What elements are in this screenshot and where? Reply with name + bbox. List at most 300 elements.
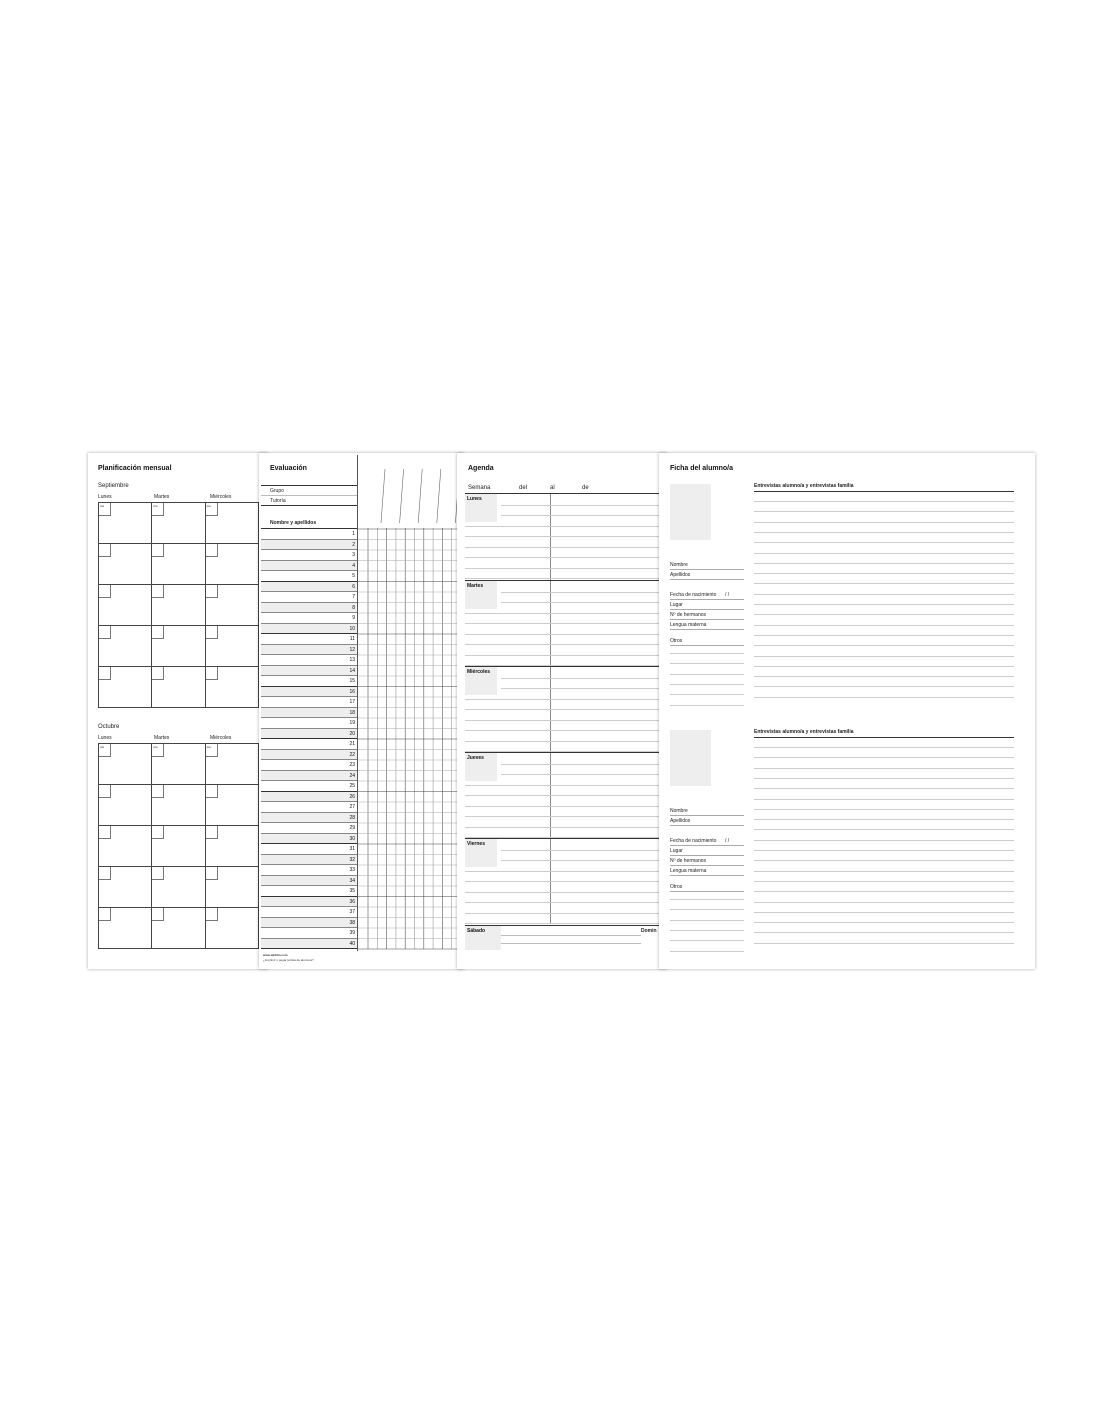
field-line [670,825,744,826]
field-line [670,629,744,630]
calendar-day-cell [152,826,205,867]
apellidos-label: Apellidos [670,572,691,578]
day-number-box [206,826,218,839]
day-number-box [99,667,111,680]
student-row [261,645,357,656]
day-number-box [152,826,164,839]
student-row [261,771,357,782]
agenda-title: Agenda [468,465,494,472]
writing-line [501,850,660,851]
writing-line [465,699,660,700]
calendar-day-cell [152,744,205,785]
writing-line [670,705,744,706]
calendar-day-cell [206,667,259,708]
footer-url: www.additio.com [263,953,288,957]
writing-line [754,625,1014,626]
day-box-label: día [100,745,105,749]
field-line [670,619,744,620]
row-number: 8 [352,604,355,611]
writing-line [754,532,1014,533]
writing-line [465,547,660,548]
student-row [261,886,357,897]
student-row [261,718,357,729]
diagonal-header-line [437,469,441,523]
day-number-box [206,744,218,757]
writing-line [465,709,660,710]
day-box-label: día [206,745,211,749]
day-number-box [206,908,218,921]
divider [754,491,1014,492]
writing-line [670,920,744,921]
sheet-agenda [457,453,667,969]
calendar-grid [98,743,259,949]
writing-line [754,697,1014,698]
calendar-day-cell [152,867,205,908]
day-number-box [99,626,111,639]
row-number: 17 [349,699,355,705]
agenda-day-block [465,494,660,580]
agenda-day-block [465,580,660,667]
row-number: 20 [349,730,355,737]
writing-line [670,930,744,931]
field-line [670,891,744,892]
hermanos-label: Nº de hermanos [670,612,707,618]
row-number: 31 [349,846,355,852]
writing-line [465,816,660,817]
row-number: 37 [349,909,355,915]
writing-line [465,557,660,558]
day-number-box [99,826,111,839]
writing-line [754,573,1014,574]
student-row [261,592,357,603]
calendar-day-cell [99,744,152,785]
writing-line [754,511,1014,512]
sabado-label: Sábado [465,926,501,950]
row-number: 39 [349,930,355,936]
writing-line [670,674,744,675]
planificacion-title: Planificación mensual [98,465,172,472]
row-number: 21 [349,741,355,747]
lengua-label: Lengua materna [670,622,707,628]
calendar-day-cell [152,667,205,708]
day-number-box [206,785,218,798]
day-number-box [152,503,164,516]
row-number: 9 [352,615,355,621]
writing-line [754,604,1014,605]
student-row [261,750,357,761]
student-row [261,561,357,572]
day-number-box [206,626,218,639]
calendar-day-cell [99,585,152,626]
writing-line [754,635,1014,636]
writing-line [501,505,660,506]
calendar-day-cell [206,867,259,908]
student-row [261,540,357,551]
student-photo-box [670,484,711,540]
writing-line [754,676,1014,677]
writing-line [670,663,744,664]
row-number: 29 [349,825,355,831]
writing-line [465,568,660,569]
line [501,935,641,936]
nombre-label: Nombre [670,562,688,568]
writing-line [754,666,1014,667]
month-name: Octubre [98,724,120,730]
line [501,943,641,944]
agenda-day-label: Martes [465,581,497,609]
student-row [261,844,357,855]
writing-line [754,553,1014,554]
writing-line [465,720,660,721]
evaluation-grid [358,453,464,953]
calendar-day-cell [99,908,152,949]
row-number: 15 [349,678,355,684]
writing-line [501,764,660,765]
writing-line [670,684,744,685]
ficha-title: Ficha del alumno/a [670,465,734,472]
calendar-day-cell [206,585,259,626]
writing-line [501,860,660,861]
row-number: 2 [352,541,355,548]
writing-line [465,526,660,527]
day-number-box [206,867,218,880]
day-number-box [206,544,218,557]
student-row [261,781,357,792]
writing-line [754,799,1014,800]
field-line [670,815,744,816]
student-row [261,792,357,803]
writing-line [465,913,660,914]
writing-line [754,768,1014,769]
student-row [261,550,357,561]
writing-line [501,774,660,775]
student-row [261,697,357,708]
student-row [261,529,357,540]
divider [261,485,357,486]
writing-line [465,613,660,614]
writing-line [754,902,1014,903]
row-number: 18 [349,709,355,716]
diagonal-header-line [418,469,422,523]
day-number-box [99,867,111,880]
footer-note: ¿Imprimir y pegar la lista de alumnos? [263,958,314,962]
writing-line [501,515,660,516]
student-row [261,603,357,614]
writing-line [465,881,660,882]
de-label: de [582,485,589,491]
student-row [261,907,357,918]
writing-line [501,592,660,593]
grupo-label: Grupo [270,488,284,494]
calendar-day-cell [152,626,205,667]
row-number: 4 [352,562,355,569]
row-number: 19 [349,720,355,726]
row-number: 14 [349,667,355,674]
semana-label: Semana [468,485,491,491]
student-row [261,582,357,593]
field-line [670,579,744,580]
writing-line [465,902,660,903]
day-number-box [152,785,164,798]
calendar-grid [98,502,259,708]
writing-line [754,871,1014,872]
row-number: 25 [349,783,355,789]
writing-line [465,634,660,635]
student-row [261,571,357,582]
writing-line [501,678,660,679]
sheet-planificacion [88,453,268,969]
row-number: 35 [349,888,355,894]
day-number-box [152,667,164,680]
del-label: del [519,485,528,491]
student-row [261,939,357,950]
writing-line [754,788,1014,789]
fecha-separator: / / [725,592,730,598]
row-number: 34 [349,877,355,884]
student-row [261,897,357,908]
writing-line [501,688,660,689]
day-number-box [152,585,164,598]
writing-line [465,536,660,537]
divider [754,737,1014,738]
day-header: Martes [154,735,170,741]
diagonal-header-line [381,469,385,523]
field-line [670,569,744,570]
writing-line [754,686,1014,687]
writing-line [670,653,744,654]
calendar-day-cell [99,503,152,544]
writing-line [754,860,1014,861]
row-number: 5 [352,573,355,579]
tutoria-label: Tutoría [270,498,286,504]
calendar-day-cell [99,626,152,667]
agenda-day-label: Miércoles [465,667,497,695]
evaluacion-title: Evaluación [270,465,307,472]
student-row [261,865,357,876]
domingo-label: Domin [641,928,657,934]
writing-line [754,645,1014,646]
writing-line [754,829,1014,830]
agenda-day-block [465,838,660,925]
row-number: 30 [349,835,355,842]
day-box-label: día [153,745,158,749]
field-line [670,609,744,610]
writing-line [754,757,1014,758]
writing-line [465,806,660,807]
row-number: 11 [349,636,355,642]
writing-line [754,809,1014,810]
row-number: 24 [349,772,355,779]
otros-label: Otros [670,884,683,890]
writing-line [754,850,1014,851]
row-number: 38 [349,919,355,926]
writing-line [465,644,660,645]
writing-line [670,909,744,910]
sheet-ficha [659,453,1035,969]
calendar-day-cell [206,503,259,544]
diagonal-header-line [400,469,404,523]
writing-line [754,614,1014,615]
calendar-day-cell [206,626,259,667]
calendar-day-cell [206,744,259,785]
field-line [670,599,744,600]
writing-line [754,583,1014,584]
row-number: 40 [349,940,355,947]
divider [261,495,357,496]
student-row [261,855,357,866]
writing-line [754,840,1014,841]
sheet-evaluacion [259,453,464,969]
al-label: al [550,485,555,491]
lugar-label: Lugar [670,602,683,608]
day-number-box [206,667,218,680]
student-row [261,624,357,635]
row-number: 10 [349,625,355,632]
entrevistas-label: Entrevistas alumno/a y entrevistas familia [754,483,854,489]
day-box-label: día [100,504,105,508]
row-number: 26 [349,793,355,800]
day-number-box [99,503,111,516]
writing-line [754,594,1014,595]
writing-line [754,819,1014,820]
calendar-day-cell [99,826,152,867]
writing-line [754,501,1014,502]
calendar-day-cell [206,826,259,867]
student-row [261,928,357,939]
writing-line [754,522,1014,523]
agenda-day-block [465,752,660,839]
day-number-box [206,585,218,598]
day-box-label: día [153,504,158,508]
day-header: Lunes [98,494,112,500]
writing-line [754,747,1014,748]
writing-line [465,655,660,656]
nombre-label: Nombre [670,808,688,814]
field-line [670,645,744,646]
writing-line [754,912,1014,913]
writing-line [670,940,744,941]
writing-line [501,602,660,603]
field-line [670,875,744,876]
writing-line [754,922,1014,923]
calendar-day-cell [152,544,205,585]
agenda-day-label: Jueves [465,753,497,781]
writing-line [465,923,660,924]
writing-line [670,951,744,952]
writing-line [754,542,1014,543]
student-row [261,813,357,824]
student-row [261,613,357,624]
day-number-box [99,544,111,557]
day-number-box [152,626,164,639]
day-number-box [99,908,111,921]
calendar-day-cell [152,908,205,949]
agenda-day-label: Viernes [465,839,497,867]
student-row [261,802,357,813]
calendar-day-cell [99,785,152,826]
student-row [261,687,357,698]
writing-line [465,892,660,893]
writing-line [754,563,1014,564]
writing-line [465,871,660,872]
student-row [261,676,357,687]
day-number-box [99,785,111,798]
calendar-day-cell [99,544,152,585]
student-row [261,760,357,771]
row-number: 28 [349,814,355,821]
day-header: Miércoles [210,494,232,500]
student-row [261,655,357,666]
student-photo-box [670,730,711,786]
day-number-box [152,908,164,921]
agenda-day-label: Lunes [465,494,497,522]
apellidos-label: Apellidos [670,818,691,824]
field-line [670,855,744,856]
writing-line [670,694,744,695]
student-row [261,666,357,677]
student-row [261,918,357,929]
row-number: 3 [352,552,355,558]
writing-line [465,741,660,742]
writing-line [670,899,744,900]
row-number: 36 [349,898,355,905]
writing-line [754,778,1014,779]
calendar-day-cell [206,785,259,826]
student-row [261,876,357,887]
writing-line [754,881,1014,882]
student-row [261,739,357,750]
agenda-day-block [465,666,660,753]
day-number-box [99,585,111,598]
row-number: 1 [352,531,355,537]
day-header: Lunes [98,735,112,741]
hermanos-label: Nº de hermanos [670,858,707,864]
lugar-label: Lugar [670,848,683,854]
day-number-box [152,544,164,557]
writing-line [465,623,660,624]
writing-line [754,943,1014,944]
student-row [261,708,357,719]
student-row [261,729,357,740]
row-number: 7 [352,594,355,600]
row-number: 23 [349,762,355,768]
row-number: 6 [352,583,355,590]
month-name: Septiembre [98,483,129,489]
calendar-day-cell [99,667,152,708]
day-number-box [152,744,164,757]
day-header: Martes [154,494,170,500]
day-number-box [99,744,111,757]
field-line [670,845,744,846]
writing-line [754,891,1014,892]
row-number: 33 [349,867,355,873]
student-row [261,834,357,845]
fecha-label: Fecha de nacimiento [670,592,717,598]
calendar-day-cell [206,908,259,949]
student-row [261,634,357,645]
otros-label: Otros [670,638,683,644]
student-row [261,823,357,834]
calendar-day-cell [152,503,205,544]
field-line [670,865,744,866]
calendar-day-cell [152,585,205,626]
calendar-day-cell [99,867,152,908]
row-number: 32 [349,856,355,863]
row-number: 13 [349,657,355,663]
day-box-label: día [206,504,211,508]
row-number: 12 [349,646,355,653]
fecha-separator: / / [725,838,730,844]
